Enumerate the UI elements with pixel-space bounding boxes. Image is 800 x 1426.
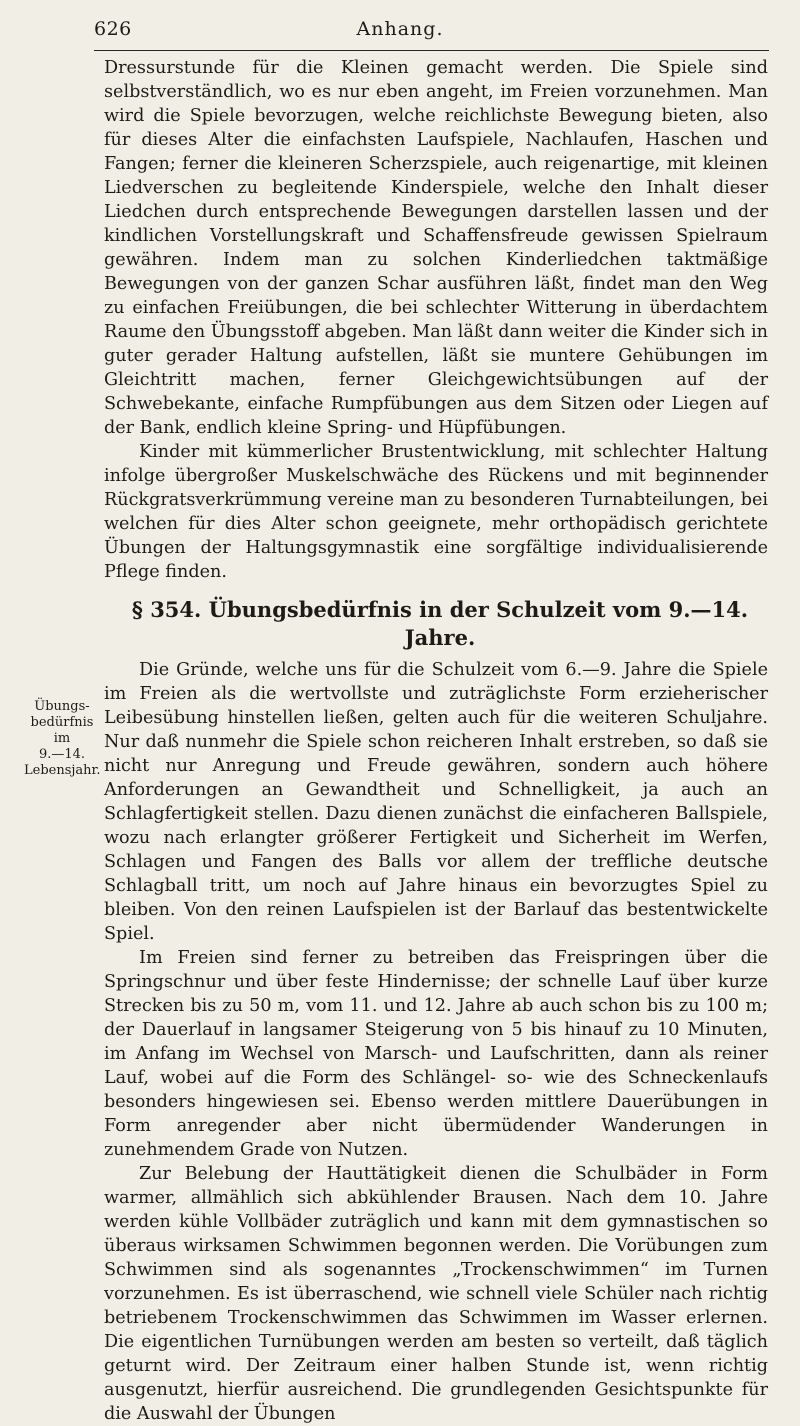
paragraph: Zur Belebung der Hauttätigkeit dienen die Schulbäder in Form warmer, allmählich sich abkühlender Brausen. Nach dem 10. Jahre werden kühle Vollbäder zuträglich und kann mit dem gymnastischen so überaus wirksamen Schwimmen begonnen werden. Die Vorübungen zum Schwimmen sind als sogenanntes „Trockenschwimmen“ im Turnen vorzunehmen. Es ist überraschend, wie schnell viele Schüler nach richtig betriebenem Trockenschwimmen das Schwimmen im Wasser erlernen. Die eigentlichen Turnübungen werden am besten so verteilt, daß täglich geturnt wird. Der Zeitraum einer halben Stunde ist, wenn richtig ausgenutzt, hierfür ausreichend. Die grundlegenden Gesichtspunkte für die Auswahl der Übungen [104, 1164, 768, 1424]
margin-note-line: Übungs- [34, 699, 90, 714]
paragraph: Kinder mit kümmerlicher Brustentwicklung, mit schlechter Haltung infolge übergroßer Muskelschwäche des Rückens und mit beginnender Rückgratsverkrümmung vereine man zu besonderen Turnabteilungen, bei welchen für dies Alter schon geeignete, mehr orthopädisch gerichtete Übungen der Haltungsgymnastik eine sorgfältige individualisierende Pflege finden. [104, 442, 768, 582]
paragraph: Die Gründe, welche uns für die Schulzeit vom 6.—9. Jahre die Spiele im Freien als die wertvollste und zuträglichste Form erzieherischer Leibesübung hinstellen ließen, gelten auch für die weiteren Schuljahre. Nur daß nunmehr die Spiele schon reicheren Inhalt erstreben, so daß sie nicht nur Anregung und Freude gewähren, sondern auch höhere Anforderungen an Gewandtheit und Schnelligkeit, ja auch an Schlagfertigkeit stellen. Dazu dienen zunächst die einfacheren Ballspiele, wozu nach erlangter größerer Fertigkeit und Sicherheit im Werfen, Schlagen und Fangen des Balls vor allem der treffliche deutsche Schlagball tritt, um noch auf Jahre hinaus ein bevorzugtes Spiel zu bleiben. Von den reinen Laufspielen ist der Barlauf das bestentwickelte Spiel. [104, 660, 768, 944]
running-head: Anhang. [356, 18, 444, 40]
paragraph: Im Freien sind ferner zu betreiben das Freispringen über die Springschnur und über feste Hindernisse; der schnelle Lauf über kurze Strecken bis zu 50 m, vom 11. und 12. Jahre ab auch schon bis zu 100 m; der Dauerlauf in langsamer Steigerung von 5 bis hinauf zu 10 Minuten, im Anfang im Wechsel von Marsch- und Laufschritten, dann als reiner Lauf, wobei auf die Form des Schlängel- so- wie des Schneckenlaufs besonders hingewiesen sei. Ebenso werden mittlere Dauerübungen in Form anregender aber nicht übermüdender Wanderungen in zunehmendem Grade von Nutzen. [104, 948, 768, 1160]
margin-note [24, 699, 100, 779]
margin-note-line: 9.—14. [38, 747, 86, 762]
header-rule [94, 50, 769, 51]
body-text [104, 56, 768, 1426]
paragraph: Dressurstunde für die Kleinen gemacht werden. Die Spiele sind selbstverständlich, wo es nur eben angeht, im Freien vorzunehmen. Man wird die Spiele bevorzugen, welche reichlichste Bewegung bieten, also für dieses Alter die einfachsten Laufspiele, Nachlaufen, Haschen und Fangen; ferner die kleineren Scherzspiele, auch reigenartige, mit kleinen Liedverschen zu begleitende Kinderspiele, welche den Inhalt dieser Liedchen durch entsprechende Bewegungen darstellen lassen und der kindlichen Vorstellungskraft und Schaffensfreude gewissen Spielraum gewähren. Indem man zu solchen Kinderliedchen taktmäßige Bewegungen von der ganzen Schar ausführen läßt, findet man den Weg zu einfachen Freiübungen, die bei schlechter Witterung in überdachtem Raume den Übungsstoff abgeben. Man läßt dann weiter die Kinder sich in guter gerader Haltung aufstellen, läßt sie muntere Gehübungen im Gleichtritt machen, ferner Gleichgewichtsübungen auf der Schwebekante, einfache Rumpfübungen aus dem Sitzen oder Liegen auf der Bank, endlich kleine Spring- und Hüpfübungen. [104, 58, 768, 438]
margin-note-line: bedürfnis im [30, 715, 94, 746]
margin-note-line: Lebensjahr. [24, 763, 101, 778]
section-title: § 354. Übungsbedürfnis in der Schulzeit vom 9.—14. Jahre. [131, 597, 749, 650]
page-number: 626 [94, 18, 132, 40]
